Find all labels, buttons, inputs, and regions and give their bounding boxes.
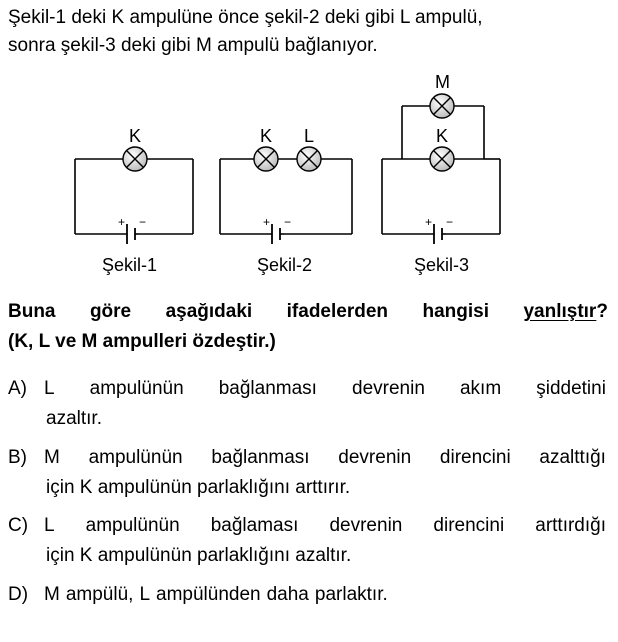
- intro-line-2: sonra şekil-3 deki gibi M ampulü bağlanıyor.: [8, 35, 378, 56]
- option-word: M: [44, 447, 60, 468]
- figure-1-label-k: K: [129, 126, 142, 146]
- option-d-line-1: [44, 580, 388, 610]
- option-word: azalttığı: [539, 447, 606, 468]
- underlined-word: yanlıştır: [523, 301, 597, 322]
- option-word: bağlanması: [218, 378, 317, 399]
- option-b-line-2: için K ampulünün parlaklığını arttırır.: [46, 477, 351, 498]
- figure-2-label-l: L: [304, 126, 315, 146]
- intro-text: [8, 4, 612, 60]
- option-word: parlaktır.: [314, 584, 388, 605]
- figure-3-battery-minus: −: [446, 215, 454, 229]
- figure-1-battery-plus: +: [118, 215, 126, 229]
- question-mark: ?: [596, 301, 608, 322]
- option-d-label: D): [8, 584, 29, 605]
- option-word: L: [44, 378, 55, 399]
- option-c[interactable]: [8, 511, 606, 571]
- intro-line-1: Şekil-1 deki K ampulüne önce şekil-2 deki gibi L ampulü,: [8, 7, 483, 28]
- figure-3-caption: Şekil-3: [414, 255, 470, 275]
- option-word: L: [139, 584, 151, 605]
- option-a-label: A): [8, 378, 27, 399]
- option-word: bağlaması: [210, 515, 299, 536]
- figure-2-battery-plus: +: [263, 215, 271, 229]
- option-word: M: [44, 584, 60, 605]
- option-word: ampulünün: [89, 378, 184, 399]
- figure-3-label-m: M: [435, 72, 450, 92]
- figure-3-bulb-k: [430, 147, 454, 171]
- option-word: arttırdığı: [535, 515, 606, 536]
- question-text: [8, 297, 608, 357]
- option-word: devrenin: [352, 378, 425, 399]
- option-a-line-2: azaltır.: [46, 408, 102, 429]
- option-word: şiddetini: [536, 378, 606, 399]
- option-c-line-2: için K ampulünün parlaklığını azaltır.: [46, 545, 352, 566]
- option-c-line-1: [44, 511, 606, 541]
- circuit-figures: [0, 64, 618, 284]
- option-a[interactable]: [8, 374, 606, 434]
- question-word: hangisi: [422, 301, 489, 322]
- figure-2: [220, 159, 352, 244]
- option-word: direncini: [439, 447, 511, 468]
- figure-3-label-k: K: [436, 126, 449, 146]
- option-word: devrenin: [329, 515, 403, 536]
- option-c-label: C): [8, 515, 29, 536]
- question-word: göre: [89, 301, 132, 322]
- figure-2-battery-minus: −: [284, 215, 292, 229]
- option-word: akım: [459, 378, 502, 399]
- option-d[interactable]: [8, 580, 606, 610]
- figure-2-caption: Şekil-2: [257, 255, 313, 275]
- option-word: ampulünün: [85, 515, 180, 536]
- figure-3-battery-plus: +: [425, 215, 433, 229]
- option-word: daha: [266, 584, 309, 605]
- option-a-line-1: [44, 374, 606, 404]
- option-word: L: [44, 515, 55, 536]
- option-word: ampülü,: [65, 584, 134, 605]
- question-line-2: (K, L ve M ampulleri özdeştir.): [8, 331, 276, 352]
- figure-2-label-k: K: [260, 126, 273, 146]
- option-word: ampülünden: [156, 584, 261, 605]
- figure-2-bulb-l: [297, 147, 321, 171]
- question-word: aşağıdaki: [165, 301, 253, 322]
- option-word: ampulünün: [88, 447, 183, 468]
- figure-1-caption: Şekil-1: [102, 255, 158, 275]
- option-b-line-1: [44, 443, 606, 473]
- option-word: bağlanması: [211, 447, 310, 468]
- figure-1: [75, 159, 193, 244]
- option-word: devrenin: [338, 447, 412, 468]
- question-word: ifadelerden: [286, 301, 389, 322]
- option-word: direncini: [433, 515, 505, 536]
- figure-2-bulb-k: [254, 147, 278, 171]
- option-b[interactable]: [8, 443, 606, 503]
- option-b-label: B): [8, 447, 27, 468]
- figure-1-battery-minus: −: [139, 215, 147, 229]
- question-word: Buna: [8, 301, 56, 322]
- figure-1-bulb-k: [123, 147, 147, 171]
- figure-3-bulb-m: [430, 94, 454, 118]
- question-line-1: [8, 297, 608, 327]
- question-emphasis: [523, 297, 607, 327]
